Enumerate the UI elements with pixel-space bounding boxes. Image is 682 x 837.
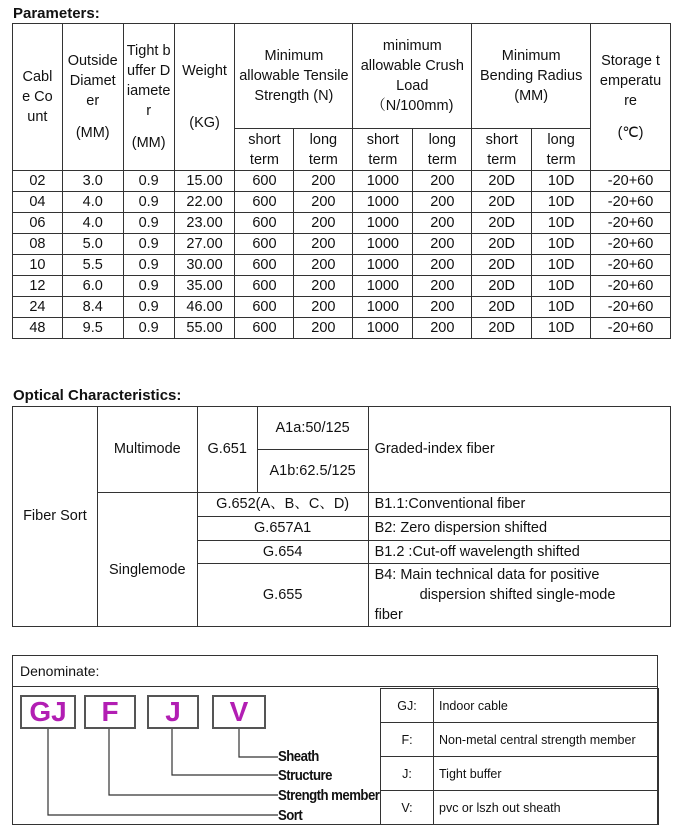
header-tight-buffer: Tight buffer Diameter (MM) <box>123 24 174 171</box>
table-cell: 200 <box>294 297 353 318</box>
table-cell: 0.9 <box>123 318 174 339</box>
table-cell: 1000 <box>353 255 413 276</box>
table-cell: 10D <box>532 297 591 318</box>
table-cell: 200 <box>294 213 353 234</box>
denominate-legend-table <box>380 688 659 825</box>
table-cell: 200 <box>413 297 472 318</box>
legend-row: GJ: Indoor cable <box>381 689 659 723</box>
table-cell: 20D <box>472 297 532 318</box>
code-box-gj: GJ <box>20 695 76 729</box>
fiber-sort-label: Fiber Sort <box>13 407 98 627</box>
code-box-f: F <box>84 695 136 729</box>
table-cell: 200 <box>294 171 353 192</box>
table-cell: 200 <box>413 318 472 339</box>
table-cell: 600 <box>235 234 294 255</box>
table-cell: 24 <box>13 297 63 318</box>
table-cell: 9.5 <box>62 318 123 339</box>
table-cell: 200 <box>294 192 353 213</box>
table-cell: 600 <box>235 276 294 297</box>
table-cell: 0.9 <box>123 192 174 213</box>
table-cell: 8.4 <box>62 297 123 318</box>
b11-desc: B1.1:Conventional fiber <box>368 493 670 517</box>
table-cell: 12 <box>13 276 63 297</box>
part-label-structure: Structure <box>278 767 332 784</box>
g652-label: G.652(A、B、C、D) <box>197 493 368 517</box>
table-cell: 20D <box>472 192 532 213</box>
graded-index-desc: Graded-index fiber <box>368 407 670 493</box>
header-bending-radius: Minimum Bending Radius (MM) <box>472 24 591 129</box>
table-cell: 200 <box>413 255 472 276</box>
table-cell: -20+60 <box>591 171 671 192</box>
table-cell: 10D <box>532 213 591 234</box>
table-cell: 46.00 <box>174 297 235 318</box>
table-cell: 200 <box>413 171 472 192</box>
table-cell: 600 <box>235 255 294 276</box>
table-cell: 48 <box>13 318 63 339</box>
table-cell: 10D <box>532 318 591 339</box>
denominate-title: Denominate: <box>20 663 100 679</box>
multimode-label: Multimode <box>97 407 197 493</box>
a1b-label: A1b:62.5/125 <box>257 450 368 493</box>
a1a-label: A1a:50/125 <box>257 407 368 450</box>
part-label-sort: Sort <box>278 807 303 824</box>
table-cell: 35.00 <box>174 276 235 297</box>
table-cell: 10D <box>532 192 591 213</box>
table-cell: 1000 <box>353 318 413 339</box>
table-cell: 23.00 <box>174 213 235 234</box>
table-cell: 22.00 <box>174 192 235 213</box>
table-cell: 1000 <box>353 234 413 255</box>
table-cell: -20+60 <box>591 213 671 234</box>
table-cell: -20+60 <box>591 318 671 339</box>
table-cell: 0.9 <box>123 234 174 255</box>
table-cell: 0.9 <box>123 213 174 234</box>
table-cell: 08 <box>13 234 63 255</box>
code-box-v: V <box>212 695 266 729</box>
parameters-title: Parameters: <box>13 5 100 22</box>
table-cell: 04 <box>13 192 63 213</box>
table-cell: 20D <box>472 171 532 192</box>
header-tensile-long: long term <box>294 129 353 171</box>
header-tensile-strength: Minimum allowable Tensile Strength (N) <box>235 24 353 129</box>
header-weight: Weight (KG) <box>174 24 235 171</box>
table-cell: 600 <box>235 213 294 234</box>
table-cell: 600 <box>235 297 294 318</box>
table-cell: 600 <box>235 171 294 192</box>
header-crush-load: minimum allowable Crush Load（N/100mm) <box>353 24 472 129</box>
table-cell: 20D <box>472 276 532 297</box>
table-cell: 10D <box>532 234 591 255</box>
table-cell: 200 <box>294 255 353 276</box>
table-cell: 1000 <box>353 192 413 213</box>
table-cell: 200 <box>294 318 353 339</box>
table-cell: 200 <box>294 234 353 255</box>
table-cell: 20D <box>472 255 532 276</box>
table-cell: 600 <box>235 318 294 339</box>
table-cell: -20+60 <box>591 234 671 255</box>
table-cell: 5.0 <box>62 234 123 255</box>
table-cell: 55.00 <box>174 318 235 339</box>
b4-desc: B4: Main technical data for positive dispersion shifted single-mode fiber <box>368 564 670 627</box>
header-bending-long: long term <box>532 129 591 171</box>
table-cell: 20D <box>472 213 532 234</box>
header-crush-short: short term <box>353 129 413 171</box>
table-cell: -20+60 <box>591 276 671 297</box>
table-cell: 6.0 <box>62 276 123 297</box>
header-storage-temperature: Storage temperature (℃) <box>591 24 671 171</box>
header-crush-long: long term <box>413 129 472 171</box>
part-label-sheath: Sheath <box>278 748 319 765</box>
table-cell: -20+60 <box>591 192 671 213</box>
table-cell: 20D <box>472 318 532 339</box>
legend-row: V: pvc or lszh out sheath <box>381 791 659 825</box>
table-cell: 4.0 <box>62 192 123 213</box>
table-cell: 10D <box>532 255 591 276</box>
table-cell: 06 <box>13 213 63 234</box>
table-cell: 30.00 <box>174 255 235 276</box>
header-bending-short: short term <box>472 129 532 171</box>
table-cell: 0.9 <box>123 276 174 297</box>
header-cable-count: Cable Count <box>13 24 63 171</box>
table-cell: 4.0 <box>62 213 123 234</box>
table-cell: 02 <box>13 171 63 192</box>
legend-row: F: Non-metal central strength member <box>381 723 659 757</box>
optical-title: Optical Characteristics: <box>13 387 182 404</box>
table-cell: 27.00 <box>174 234 235 255</box>
part-label-strength-member: Strength member <box>278 787 380 804</box>
header-outside-diameter: Outside Diameter (MM) <box>62 24 123 171</box>
code-box-j: J <box>147 695 199 729</box>
g654-label: G.654 <box>197 541 368 564</box>
table-cell: 1000 <box>353 213 413 234</box>
table-cell: 200 <box>413 276 472 297</box>
table-cell: 200 <box>413 192 472 213</box>
table-cell: 0.9 <box>123 255 174 276</box>
table-cell: 0.9 <box>123 171 174 192</box>
legend-row: J: Tight buffer <box>381 757 659 791</box>
table-cell: 200 <box>413 213 472 234</box>
table-cell: 200 <box>294 276 353 297</box>
g657-label: G.657A1 <box>197 517 368 541</box>
singlemode-label: Singlemode <box>97 493 197 627</box>
table-cell: 0.9 <box>123 297 174 318</box>
table-cell: 5.5 <box>62 255 123 276</box>
table-cell: 10D <box>532 276 591 297</box>
table-cell: 200 <box>413 234 472 255</box>
table-cell: 1000 <box>353 297 413 318</box>
header-tensile-short: short term <box>235 129 294 171</box>
table-cell: -20+60 <box>591 255 671 276</box>
table-cell: 20D <box>472 234 532 255</box>
g655-label: G.655 <box>197 564 368 627</box>
table-cell: -20+60 <box>591 297 671 318</box>
g651-label: G.651 <box>197 407 257 493</box>
table-cell: 600 <box>235 192 294 213</box>
b12-desc: B1.2 :Cut-off wavelength shifted <box>368 541 670 564</box>
table-cell: 15.00 <box>174 171 235 192</box>
b2-desc: B2: Zero dispersion shifted <box>368 517 670 541</box>
table-cell: 3.0 <box>62 171 123 192</box>
table-cell: 10 <box>13 255 63 276</box>
table-cell: 1000 <box>353 171 413 192</box>
table-cell: 10D <box>532 171 591 192</box>
table-cell: 1000 <box>353 276 413 297</box>
